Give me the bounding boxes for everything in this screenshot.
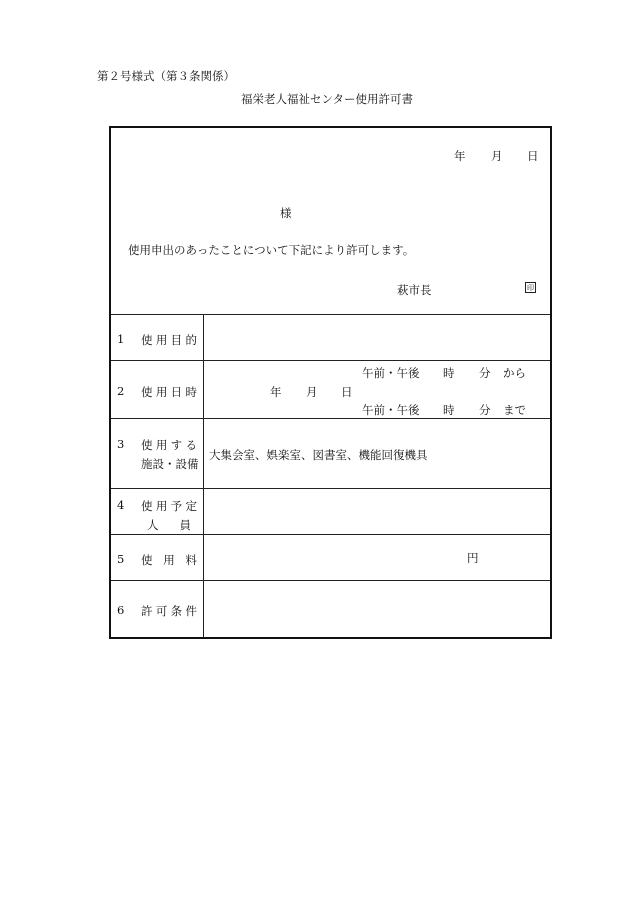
divider-row-1 <box>111 360 550 361</box>
row-purpose-number: 1 <box>117 332 125 346</box>
datetime-day: 日 <box>341 385 353 399</box>
date-month-label: 月 <box>491 149 503 163</box>
row-facility-number: 3 <box>117 437 125 451</box>
divider-row-5 <box>111 580 550 581</box>
permit-form-table <box>109 126 552 639</box>
divider-row-3 <box>111 488 550 489</box>
label-column-divider <box>203 314 204 637</box>
addressee-suffix: 様 <box>280 206 292 220</box>
row-people-text-line2: 人 員 <box>147 518 191 532</box>
end-ampm: 午前・午後 <box>362 403 420 417</box>
row-conditions-number: 6 <box>117 603 125 617</box>
row-conditions-text: 許 可 条 件 <box>141 604 197 618</box>
start-suffix: から <box>503 366 526 380</box>
datetime-month: 月 <box>306 385 318 399</box>
date-year-label: 年 <box>454 149 466 163</box>
divider-row-4 <box>111 534 550 535</box>
end-minute: 分 <box>479 403 491 417</box>
divider-row-2 <box>111 418 550 419</box>
row-datetime-text: 使 用 日 時 <box>141 385 197 399</box>
datetime-year: 年 <box>270 385 282 399</box>
row-datetime-number: 2 <box>117 384 125 398</box>
official-seal-mark: 印 <box>527 284 534 292</box>
issuer-name: 萩市長 <box>397 283 432 297</box>
date-day-label: 日 <box>527 149 539 163</box>
start-minute: 分 <box>479 366 491 380</box>
row-facility-text-line2: 施設・設備 <box>141 457 199 471</box>
row-facility-text-line1: 使 用 す る <box>141 438 197 452</box>
row-fee-text: 使 用 料 <box>141 553 197 567</box>
permit-statement: 使用申出のあったことについて下記により許可します。 <box>128 243 415 257</box>
form-number-label: 第２号様式（第３条関係） <box>97 69 235 83</box>
row-people-text-line1: 使 用 予 定 <box>141 499 197 513</box>
start-ampm: 午前・午後 <box>362 366 420 380</box>
document-title: 福栄老人福祉センター使用許可書 <box>241 92 414 106</box>
end-suffix: まで <box>503 403 526 417</box>
facility-list: 大集会室、娯楽室、図書室、機能回復機具 <box>209 448 428 462</box>
row-fee-number: 5 <box>117 552 125 566</box>
row-people-number: 4 <box>117 498 125 512</box>
fee-unit-yen: 円 <box>467 551 479 565</box>
divider-top-section <box>111 314 550 315</box>
start-hour: 時 <box>443 366 455 380</box>
row-purpose-text: 使 用 目 的 <box>141 333 197 347</box>
end-hour: 時 <box>443 403 455 417</box>
